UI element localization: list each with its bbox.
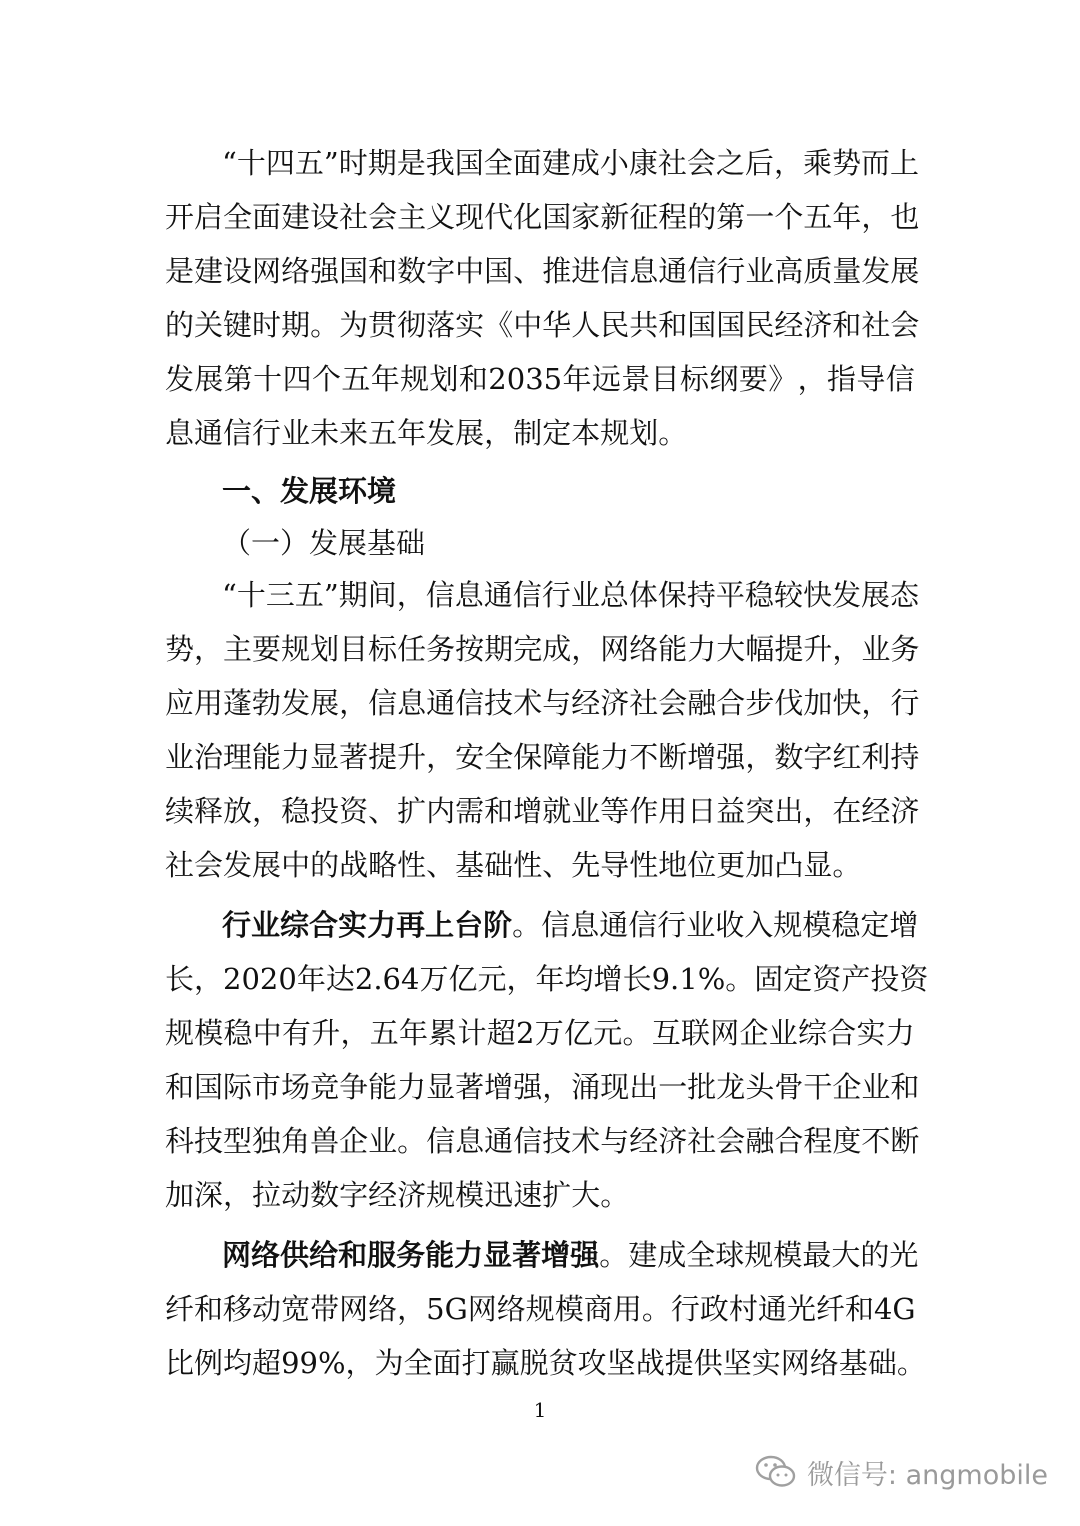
watermark-text: 微信号: angmobile <box>806 1459 1048 1491</box>
text-line: 长 ， 2020 年 达 2.64 万 亿 元 ， 年 均 增 长 9.1% 。 固 定 资 产 投 资 <box>165 962 929 996</box>
text-line: 社 会 发 展 中 的 战 略 性 、 基 础 性 、 先 导 性 地 位 更 加 凸 显 。 <box>165 848 862 882</box>
text-line: 息 通 信 行 业 未 来 五 年 发 展 ， 制 定 本 规 划 。 <box>165 416 688 450</box>
text-line: 是 建 设 网 络 强 国 和 数 字 中 国 、 推 进 信 息 通 信 行 业 高 质 量 发 展 <box>165 254 920 288</box>
text-line: “ 十 三 五 ” 期 间 ， 信 息 通 信 行 业 总 体 保 持 平 稳 较 快 发 展 态 <box>222 578 920 612</box>
text-line: 续 释 放 ， 稳 投 资 、 扩 内 需 和 增 就 业 等 作 用 日 益 突 出 ， 在 经 济 <box>165 794 920 828</box>
text-line: 发 展 第 十 四 个 五 年 规 划 和 2035 年 远 景 目 标 纲 要 》 ， 指 导 信 <box>165 362 915 396</box>
text-line: 应 用 蓬 勃 发 展 ， 信 息 通 信 技 术 与 经 济 社 会 融 合 步 伐 加 快 ， 行 <box>165 686 920 720</box>
text-line: 科 技 型 独 角 兽 企 业 。 信 息 通 信 技 术 与 经 济 社 会 融 合 程 度 不 断 <box>165 1124 920 1158</box>
text-line: 网 络 供 给 和 服 务 能 力 显 著 增 强 。 建 成 全 球 规 模 最 大 的 光 <box>222 1238 919 1272</box>
text-line: 加 深 ， 拉 动 数 字 经 济 规 模 迅 速 扩 大 。 <box>165 1178 630 1212</box>
wechat-icon <box>755 1454 797 1490</box>
subsection-heading: （一）发展基础 <box>222 526 426 560</box>
text-line: 纤 和 移 动 宽 带 网 络 ， 5G 网 络 规 模 商 用 。 行 政 村 通 光 纤 和 4G <box>165 1292 916 1326</box>
text-line: 和 国 际 市 场 竞 争 能 力 显 著 增 强 ， 涌 现 出 一 批 龙 头 骨 干 企 业 和 <box>165 1070 920 1104</box>
text-line: 的 关 键 时 期 。 为 贯 彻 落 实 《 中 华 人 民 共 和 国 国 民 经 济 和 社 会 <box>165 308 920 342</box>
text-line: 规 模 稳 中 有 升 ， 五 年 累 计 超 2 万 亿 元 。 互 联 网 企 业 综 合 实 力 <box>165 1016 915 1050</box>
text-line: 业 治 理 能 力 显 著 提 升 ， 安 全 保 障 能 力 不 断 增 强 ， 数 字 红 利 持 <box>165 740 920 774</box>
text-line: 势 ， 主 要 规 划 目 标 任 务 按 期 完 成 ， 网 络 能 力 大 幅 提 升 ， 业 务 <box>165 632 920 666</box>
text-line: 比 例 均 超 99% ， 为 全 面 打 赢 脱 贫 攻 坚 战 提 供 坚 实 网 络 基 础 。 <box>165 1346 926 1380</box>
page-number: 1 <box>533 1398 547 1422</box>
section-heading: 一、发展环境 <box>222 474 397 508</box>
text-line: 行 业 综 合 实 力 再 上 台 阶 。 信 息 通 信 行 业 收 入 规 模 稳 定 增 <box>222 908 919 942</box>
wechat-watermark <box>755 1452 1048 1492</box>
text-line: “ 十 四 五 ” 时 期 是 我 国 全 面 建 成 小 康 社 会 之 后 ， 乘 势 而 上 <box>222 146 920 180</box>
text-line: 开 启 全 面 建 设 社 会 主 义 现 代 化 国 家 新 征 程 的 第 一 个 五 年 ， 也 <box>165 200 920 234</box>
